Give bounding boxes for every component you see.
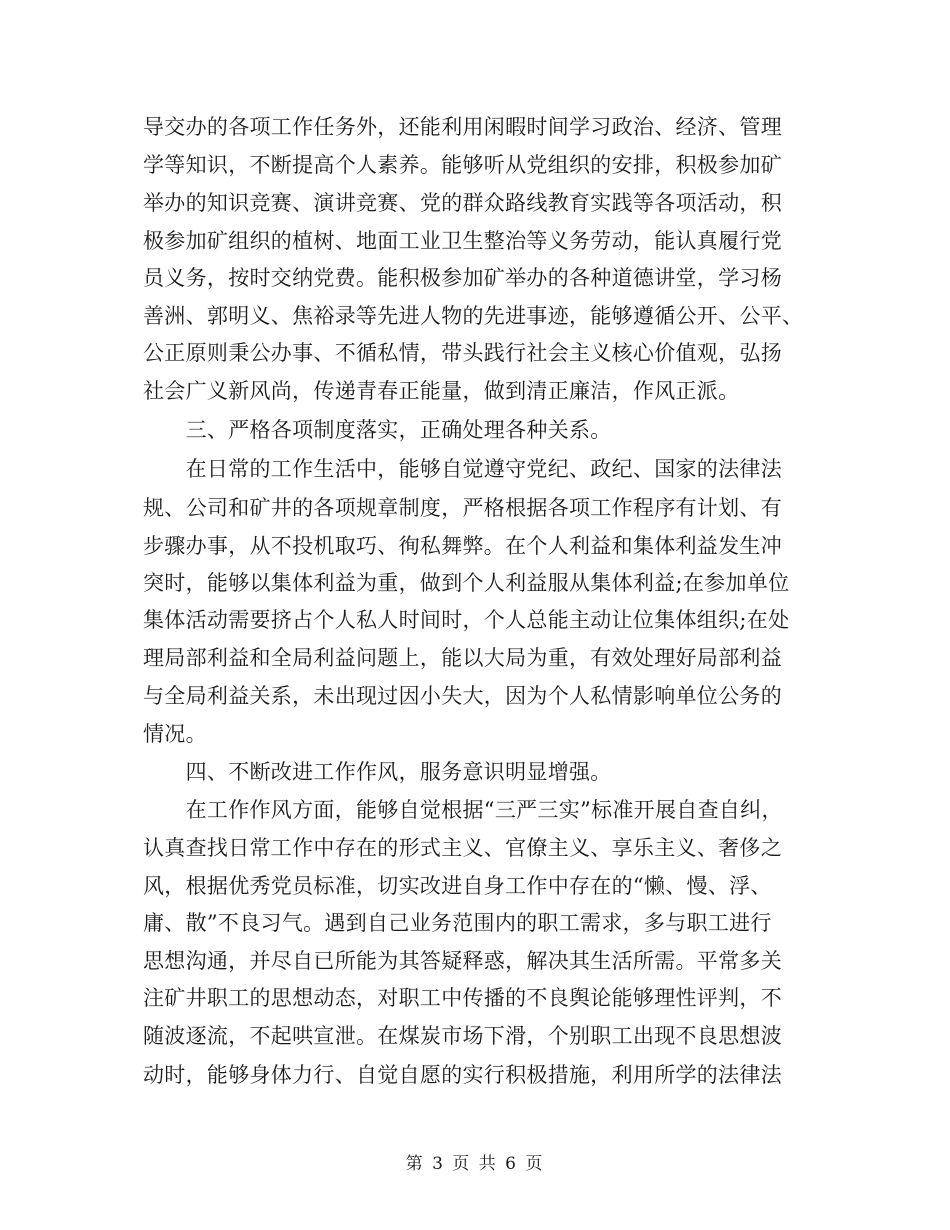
page-footer: 第 3 页 共 6 页 [405, 1154, 545, 1174]
text-line: 举办的知识竞赛、演讲竞赛、党的群众路线教育实践等各项活动，积 [143, 191, 782, 215]
text-line: 认真查找日常工作中存在的形式主义、官僚主义、享乐主义、奢侈之 [143, 836, 782, 860]
text-line: 与全局利益关系，未出现过因小失大，因为个人私情影响单位公务的 [143, 684, 782, 708]
text-line: 思想沟通，并尽自已所能为其答疑释惑，解决其生活所需。平常多关 [143, 949, 782, 973]
text-line: 突时，能够以集体利益为重，做到个人利益服从集体利益;在参加单位 [143, 571, 790, 595]
text-line: 风，根据优秀党员标准，切实改进自身工作中存在的“懒、慢、浮、 [143, 874, 772, 898]
text-line: 公正原则秉公办事、不循私情，带头践行社会主义核心价值观，弘扬 [143, 341, 782, 365]
text-line: 庸、散”不良习气。遇到自己业务范围内的职工需求，多与职工进行 [143, 911, 772, 935]
text-line: 情况。 [143, 722, 207, 746]
text-line: 善洲、郭明义、焦裕录等先进人物的先进事迹，能够遵循公开、公平、 [143, 304, 804, 328]
text-line: 动时，能够身体力行、自觉自愿的实行积极措施，利用所学的法律法 [143, 1063, 782, 1087]
text-line: 理局部利益和全局利益问题上，能以大局为重，有效处理好局部利益 [143, 646, 782, 670]
text-line: 三、严格各项制度落实，正确处理各种关系。 [143, 418, 612, 442]
text-line: 集体活动需要挤占个人私人时间时，个人总能主动让位集体组织;在处 [143, 608, 790, 632]
text-line: 在日常的工作生活中，能够自觉遵守党纪、政纪、国家的法律法 [143, 457, 782, 481]
text-line: 注矿井职工的思想动态，对职工中传播的不良舆论能够理性评判，不 [143, 986, 782, 1010]
text-line: 在工作作风方面，能够自觉根据“三严三实”标准开展自查自纠， [143, 798, 783, 822]
text-line: 规、公司和矿井的各项规章制度，严格根据各项工作程序有计划、有 [143, 496, 782, 520]
text-line: 社会广义新风尚，传递青春正能量，做到清正廉洁，作风正派。 [143, 379, 740, 403]
text-line: 四、不断改进工作作风，服务意识明显增强。 [143, 760, 612, 784]
text-line: 导交办的各项工作任务外，还能利用闲暇时间学习政治、经济、管理 [143, 115, 782, 139]
text-line: 学等知识，不断提高个人素养。能够听从党组织的安排，积极参加矿 [143, 153, 782, 177]
text-line: 极参加矿组织的植树、地面工业卫生整治等义务劳动，能认真履行党 [143, 229, 782, 253]
text-line: 员义务，按时交纳党费。能积极参加矿举办的各种道德讲堂，学习杨 [143, 266, 782, 290]
text-line: 步骤办事，从不投机取巧、徇私舞弊。在个人利益和集体利益发生冲 [143, 534, 782, 558]
text-line: 随波逐流，不起哄宣泄。在煤炭市场下滑，个别职工出现不良思想波 [143, 1024, 782, 1048]
